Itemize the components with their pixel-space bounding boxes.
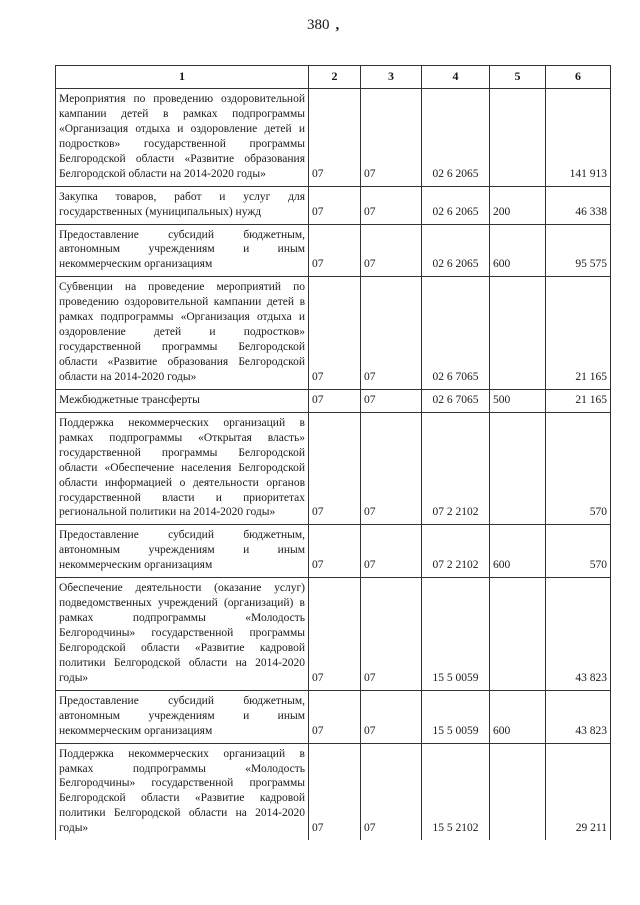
page-number-mark: , [335,17,340,33]
cell-name: Поддержка некоммерческих организаций в рамках подпрограммы «Открытая власть» государственной программы Белгородской области «Обеспечение населения Белгородской области информацией о деятельности органов государственной власти и приоритетах региональной политики на 2014-2020 годы» [56,412,309,525]
cell-section: 07 [309,525,361,578]
cell-section: 07 [309,412,361,525]
cell-expense-type [490,277,546,390]
cell-section: 07 [309,389,361,412]
cell-expense-type [490,743,546,840]
table-row [56,389,611,412]
table-row [56,412,611,525]
cell-name: Закупка товаров, работ и услуг для государственных (муниципальных) нужд [56,186,309,224]
cell-target-article: 02 6 7065 [422,389,490,412]
cell-amount: 43 823 [546,578,611,691]
cell-target-article: 02 6 7065 [422,277,490,390]
cell-name: Предоставление субсидий бюджетным, автономным учреждениям и иным некоммерческим организациям [56,224,309,277]
cell-name: Предоставление субсидий бюджетным, автономным учреждениям и иным некоммерческим организациям [56,525,309,578]
header-col-1: 1 [56,66,309,89]
cell-target-article: 02 6 2065 [422,89,490,187]
header-col-5: 5 [490,66,546,89]
cell-amount: 570 [546,525,611,578]
cell-amount: 95 575 [546,224,611,277]
cell-subsection: 07 [361,690,422,743]
cell-name: Субвенции на проведение мероприятий по проведению оздоровительной кампании детей в рамках подпрограммы «Организация отдыха и оздоровление детей и подростков» государственной программы Белгородской области «Развитие образования Белгородской области на 2014-2020 годы» [56,277,309,390]
cell-name: Мероприятия по проведению оздоровительной кампании детей в рамках подпрограммы «Организация отдыха и оздоровление детей и подростков» государственной программы Белгородской области «Развитие образования Белгородской области на 2014-2020 годы» [56,89,309,187]
cell-expense-type: 500 [490,389,546,412]
header-col-6: 6 [546,66,611,89]
cell-name: Предоставление субсидий бюджетным, автономным учреждениям и иным некоммерческим организациям [56,690,309,743]
table-row [56,525,611,578]
cell-target-article: 02 6 2065 [422,186,490,224]
cell-section: 07 [309,277,361,390]
cell-target-article: 02 6 2065 [422,224,490,277]
header-row [56,66,611,89]
cell-subsection: 07 [361,525,422,578]
cell-section: 07 [309,89,361,187]
table-row [56,578,611,691]
cell-subsection: 07 [361,412,422,525]
page-number [307,17,339,34]
header-col-2: 2 [309,66,361,89]
cell-amount: 46 338 [546,186,611,224]
cell-expense-type [490,89,546,187]
cell-target-article: 15 5 0059 [422,578,490,691]
cell-amount: 21 165 [546,277,611,390]
cell-expense-type: 200 [490,186,546,224]
header-col-4: 4 [422,66,490,89]
table-row [56,690,611,743]
cell-subsection: 07 [361,224,422,277]
cell-name: Межбюджетные трансферты [56,389,309,412]
cell-amount: 21 165 [546,389,611,412]
cell-section: 07 [309,578,361,691]
cell-subsection: 07 [361,578,422,691]
cell-expense-type: 600 [490,525,546,578]
cell-subsection: 07 [361,743,422,840]
cell-expense-type: 600 [490,690,546,743]
cell-section: 07 [309,224,361,277]
budget-table [55,65,611,840]
cell-amount: 43 823 [546,690,611,743]
table-row [56,224,611,277]
table-row [56,277,611,390]
table-row [56,89,611,187]
cell-subsection: 07 [361,277,422,390]
table-row [56,186,611,224]
cell-amount: 141 913 [546,89,611,187]
cell-section: 07 [309,743,361,840]
cell-section: 07 [309,690,361,743]
cell-target-article: 15 5 2102 [422,743,490,840]
cell-section: 07 [309,186,361,224]
cell-expense-type: 600 [490,224,546,277]
cell-amount: 570 [546,412,611,525]
cell-name: Поддержка некоммерческих организаций в рамках подпрограммы «Молодость Белгородчины» государственной программы Белгородской области «Развитие кадровой политики Белгородской области на 2014-2020 годы» [56,743,309,840]
cell-subsection: 07 [361,389,422,412]
cell-target-article: 07 2 2102 [422,525,490,578]
cell-amount: 29 211 [546,743,611,840]
cell-target-article: 07 2 2102 [422,412,490,525]
cell-expense-type [490,412,546,525]
header-col-3: 3 [361,66,422,89]
cell-subsection: 07 [361,186,422,224]
cell-target-article: 15 5 0059 [422,690,490,743]
cell-name: Обеспечение деятельности (оказание услуг) подведомственных учреждений (организаций) в рамках подпрограммы «Молодость Белгородчины» государственной программы Белгородской области «Развитие кадровой политики Белгородской области на 2014-2020 годы» [56,578,309,691]
page-number-value: 380 [307,17,330,33]
cell-expense-type [490,578,546,691]
cell-subsection: 07 [361,89,422,187]
table-row [56,743,611,840]
